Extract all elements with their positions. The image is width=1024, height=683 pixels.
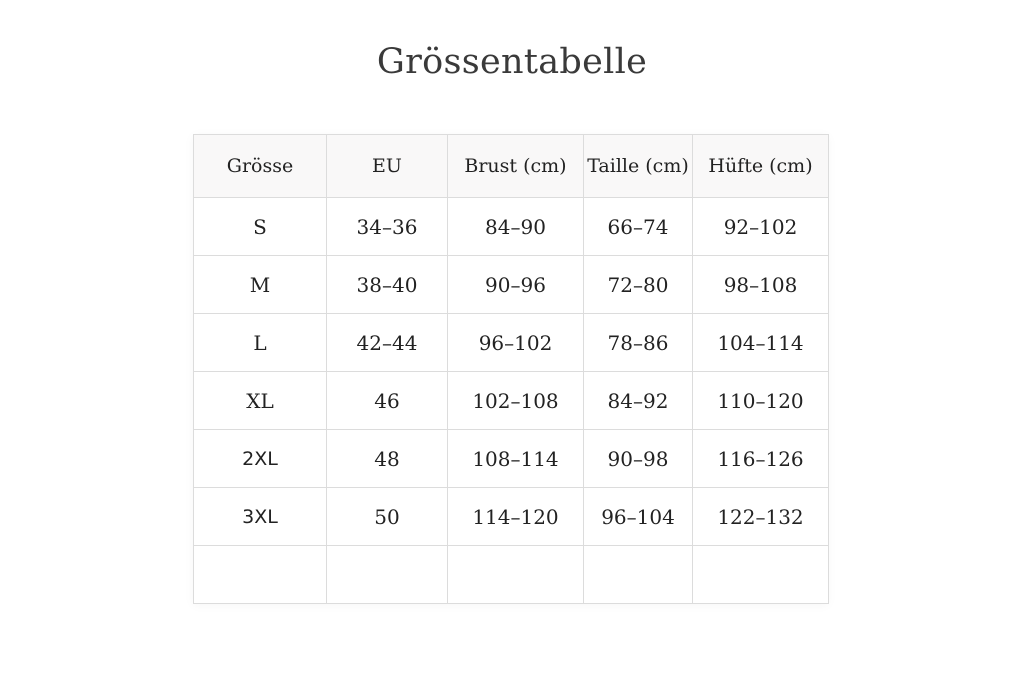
header-waist: Taille (cm) xyxy=(584,135,693,198)
table-row-empty xyxy=(194,546,829,604)
page-title: Grössentabelle xyxy=(376,42,648,82)
cell-eu: 42–44 xyxy=(327,314,448,372)
cell-hip xyxy=(693,546,829,604)
cell-hip: 104–114 xyxy=(693,314,829,372)
cell-size: L xyxy=(194,314,327,372)
table-row xyxy=(194,372,829,430)
cell-eu xyxy=(327,546,448,604)
header-bust: Brust (cm) xyxy=(448,135,584,198)
cell-waist: 78–86 xyxy=(584,314,693,372)
table-header-row xyxy=(194,135,829,198)
header-hip: Hüfte (cm) xyxy=(693,135,829,198)
cell-size xyxy=(194,546,327,604)
cell-bust: 102–108 xyxy=(448,372,584,430)
cell-eu: 34–36 xyxy=(327,198,448,256)
cell-hip: 92–102 xyxy=(693,198,829,256)
cell-size: S xyxy=(194,198,327,256)
table-row xyxy=(194,198,829,256)
cell-size: XL xyxy=(194,372,327,430)
cell-waist xyxy=(584,546,693,604)
cell-waist: 72–80 xyxy=(584,256,693,314)
cell-bust: 114–120 xyxy=(448,488,584,546)
cell-eu: 48 xyxy=(327,430,448,488)
cell-hip: 110–120 xyxy=(693,372,829,430)
table-row xyxy=(194,488,829,546)
table-row xyxy=(194,256,829,314)
table-row xyxy=(194,430,829,488)
cell-waist: 90–98 xyxy=(584,430,693,488)
cell-bust: 90–96 xyxy=(448,256,584,314)
header-size: Grösse xyxy=(194,135,327,198)
cell-bust: 96–102 xyxy=(448,314,584,372)
cell-waist: 96–104 xyxy=(584,488,693,546)
cell-bust: 108–114 xyxy=(448,430,584,488)
cell-hip: 116–126 xyxy=(693,430,829,488)
cell-size: M xyxy=(194,256,327,314)
table-row xyxy=(194,314,829,372)
cell-hip: 98–108 xyxy=(693,256,829,314)
header-eu: EU xyxy=(327,135,448,198)
size-chart-table xyxy=(193,134,829,604)
cell-eu: 46 xyxy=(327,372,448,430)
cell-hip: 122–132 xyxy=(693,488,829,546)
cell-size: 2XL xyxy=(194,430,327,488)
cell-bust xyxy=(448,546,584,604)
cell-waist: 84–92 xyxy=(584,372,693,430)
cell-eu: 50 xyxy=(327,488,448,546)
size-chart-table-container xyxy=(193,134,828,603)
cell-waist: 66–74 xyxy=(584,198,693,256)
cell-eu: 38–40 xyxy=(327,256,448,314)
cell-size: 3XL xyxy=(194,488,327,546)
cell-bust: 84–90 xyxy=(448,198,584,256)
